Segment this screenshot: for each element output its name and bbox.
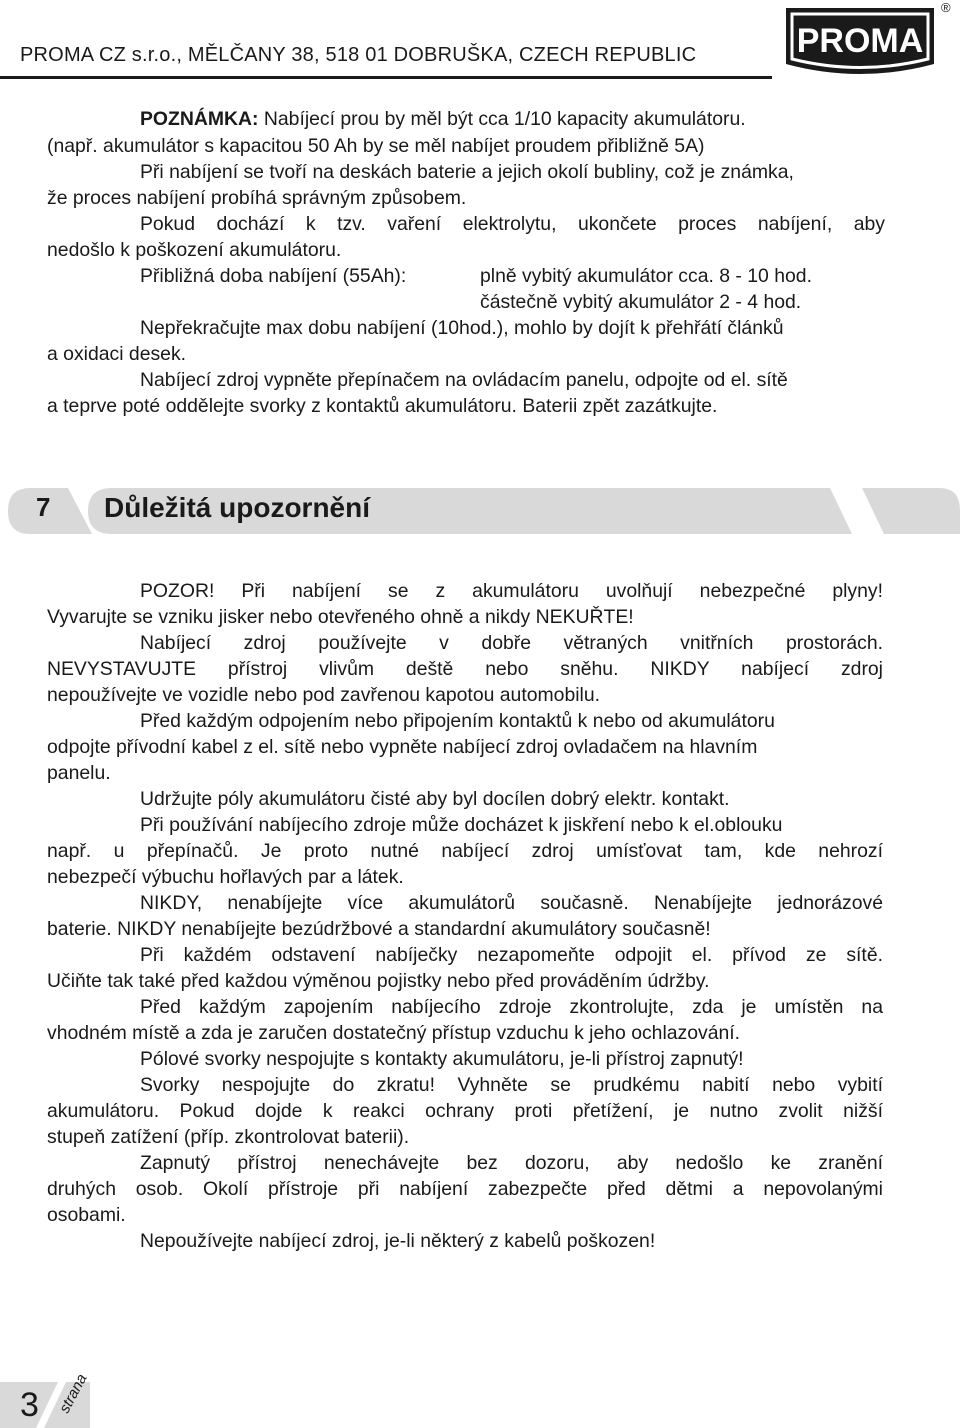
warning-line: odpojte přívodní kabel z el. sítě nebo vypněte nabíjecí zdroj ovladačem na hlavním: [47, 736, 758, 758]
section-number: 7: [36, 492, 51, 522]
warning-line: panelu.: [47, 762, 111, 784]
warning-line: nebezpečí výbuchu hořlavých par a látek.: [47, 866, 404, 888]
note-line-12: a teprve poté oddělejte svorky z kontaktů akumulátoru. Baterii zpět zazátkujte.: [47, 395, 718, 417]
note-label: POZNÁMKA:: [140, 108, 259, 130]
note-line-3: Při nabíjení se tvoří na deskách baterie a jejich okolí bubliny, což je známka,: [140, 161, 794, 183]
note-line-10: a oxidaci desek.: [47, 343, 187, 365]
note-line-1: [140, 106, 746, 132]
page-number: 3: [20, 1386, 39, 1424]
note-line-6: nedošlo k poškození akumulátoru.: [47, 239, 342, 261]
warning-line: Učiňte tak také před každou výměnou pojistky nebo před prováděním údržby.: [47, 970, 710, 992]
warning-line: Udržujte póly akumulátoru čisté aby byl docílen dobrý elektr. kontakt.: [140, 788, 730, 810]
warning-line: osobami.: [47, 1204, 126, 1226]
note-line-4: že proces nabíjení probíhá správným způsobem.: [47, 187, 467, 209]
charging-time-label: Přibližná doba nabíjení (55Ah):: [140, 265, 407, 287]
proma-logo: [780, 4, 940, 80]
warning-line: např. u přepínačů. Je proto nutné nabíjecí zdroj umísťovat tam, kde nehrozí: [47, 840, 883, 862]
warning-line: POZOR! Při nabíjení se z akumulátoru uvolňují nebezpečné plyny!: [140, 580, 883, 602]
logo-text: PROMA: [796, 22, 924, 60]
page-word: strana: [56, 1371, 91, 1416]
warning-line: Při používání nabíjecího zdroje může docházet k jiskření nebo k el.oblouku: [140, 814, 783, 836]
warning-line: nepoužívejte ve vozidle nebo pod zavřenou kapotou automobilu.: [47, 684, 601, 706]
note-line-9: Nepřekračujte max dobu nabíjení (10hod.), mohlo by dojít k přehřátí článků: [140, 317, 784, 339]
warning-line: druhých osob. Okolí přístroje při nabíjení zabezpečte před dětmi a nepovolanými: [47, 1178, 883, 1200]
note-line-1-text: Nabíjecí prou by měl být cca 1/10 kapacity akumulátoru.: [258, 108, 746, 130]
note-line-11: Nabíjecí zdroj vypněte přepínačem na ovládacím panelu, odpojte od el. sítě: [140, 369, 788, 391]
warning-line: vhodném místě a zda je zaručen dostatečný přístup vzduchu k jeho ochlazování.: [47, 1022, 741, 1044]
warning-line: akumulátoru. Pokud dojde k reakci ochrany proti přetížení, je nutno zvolit nižší: [47, 1100, 883, 1122]
charging-time-full: plně vybitý akumulátor cca. 8 - 10 hod.: [480, 265, 812, 287]
warning-line: baterie. NIKDY nenabíjejte bezúdržbové a standardní akumulátory současně!: [47, 918, 711, 940]
note-line-2: (např. akumulátor s kapacitou 50 Ah by se měl nabíjet proudem přibližně 5A): [47, 135, 705, 157]
note-line-5: Pokud dochází k tzv. vaření elektrolytu, ukončete proces nabíjení, aby: [140, 213, 885, 235]
registered-mark: ®: [941, 0, 951, 15]
section-title: Důležitá upozornění: [104, 492, 370, 523]
warning-line: Před každým zapojením nabíjecího zdroje zkontrolujte, zda je umístěn na: [140, 996, 883, 1018]
warning-line: Nepoužívejte nabíjecí zdroj, je-li některý z kabelů poškozen!: [140, 1230, 656, 1252]
warning-line: NEVYSTAVUJTE přístroj vlivům deště nebo sněhu. NIKDY nabíjecí zdroj: [47, 658, 883, 680]
company-address: PROMA CZ s.r.o., MĚLČANY 38, 518 01 DOBRUŠKA, CZECH REPUBLIC: [20, 44, 697, 66]
header-divider: [0, 76, 772, 79]
warning-line: stupeň zatížení (příp. zkontrolovat baterii).: [47, 1126, 410, 1148]
warning-line: Při každém odstavení nabíječky nezapomeňte odpojit el. přívod ze sítě.: [140, 944, 883, 966]
warning-line: Před každým odpojením nebo připojením kontaktů k nebo od akumulátoru: [140, 710, 775, 732]
warning-line: NIKDY, nenabíjejte více akumulátorů současně. Nenabíjejte jednorázové: [140, 892, 883, 914]
warning-line: Svorky nespojujte do zkratu! Vyhněte se prudkému nabití nebo vybití: [140, 1074, 883, 1096]
warning-line: Vyvarujte se vzniku jisker nebo otevřeného ohně a nikdy NEKUŘTE!: [47, 606, 634, 628]
warning-line: Zapnutý přístroj nenechávejte bez dozoru, aby nedošlo ke zranění: [140, 1152, 883, 1174]
charging-time-partial: částečně vybitý akumulátor 2 - 4 hod.: [480, 291, 802, 313]
warning-line: Nabíjecí zdroj používejte v dobře větraných vnitřních prostorách.: [140, 632, 883, 654]
warning-line: Pólové svorky nespojujte s kontakty akumulátoru, je-li přístroj zapnutý!: [140, 1048, 744, 1070]
